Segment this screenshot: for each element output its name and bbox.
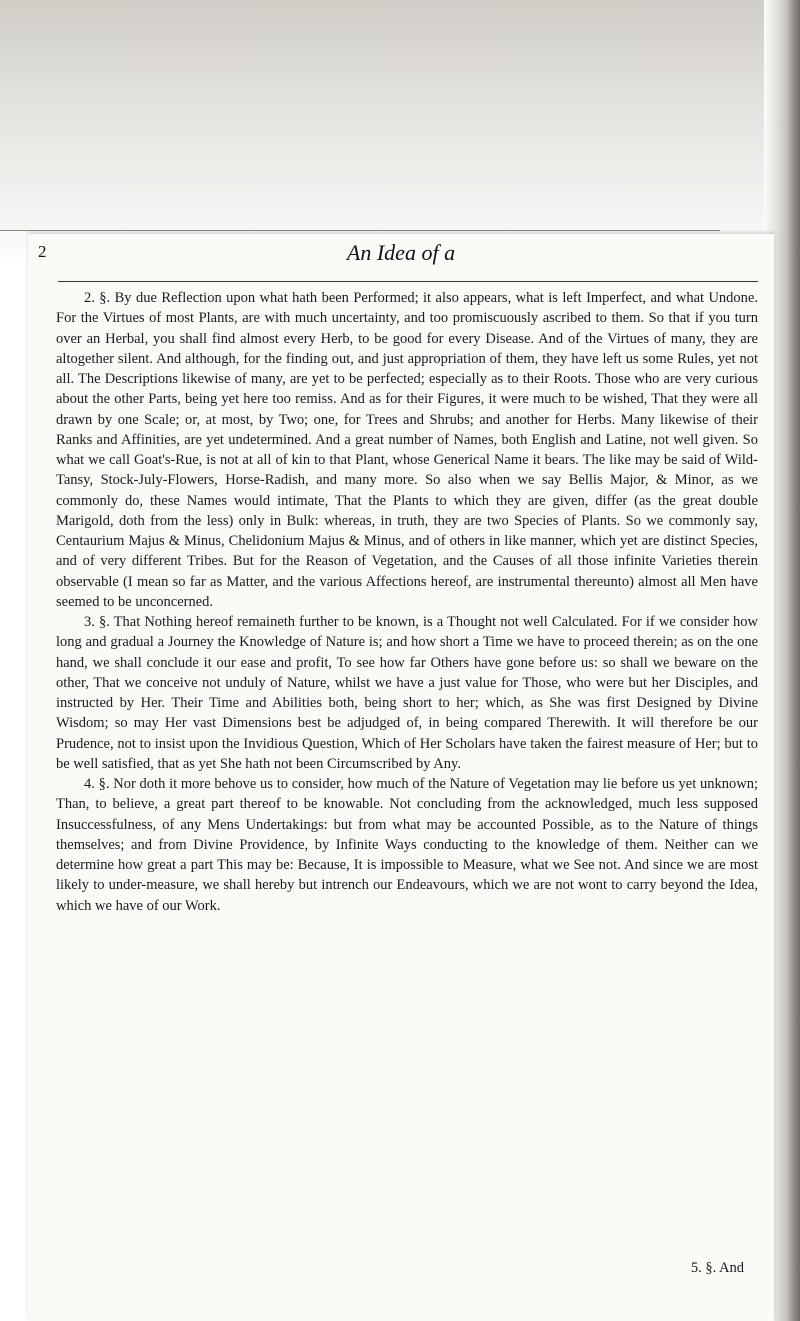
book-page: [28, 234, 774, 1321]
body-text: [56, 288, 758, 916]
paragraph-3: 3. §. That Nothing hereof remaineth further to be known, is a Thought not well Calculated. For if we consider how long and gradual a Journey the Knowledge of Nature is; and how short a Time we have to proceed therein; as on the one hand, we shall conclude it our ease and profit, To see how far Others have gone before us: so shall we beware on the other, That we conceive not unduly of Nature, whilst we have a just value for Those, who were but her Disciples, and instructed by Her. Their Time and Abilities both, being short to her; which, as She was first Designed by Divine Wisdom; so may Her vast Dimensions best be adjudged of, in being compared Therewith. It will therefore be our Prudence, not to insist upon the Invidious Question, Which of Her Scholars have taken the fairest measure of Her; but to be well satisfied, that as yet She hath not been Circumscribed by Any.: [56, 614, 758, 772]
paragraph-4: 4. §. Nor doth it more behove us to consider, how much of the Nature of Vegetation may lie before us yet unknown; Than, to believe, a great part thereof to be knowable. Not concluding from the acknowledged, much less supposed Insuccessfulness, of any Mens Undertakings: but from what may be accounted Possible, as to the Nature of things themselves; and from Divine Providence, by Infinite Ways conducting to the knowledge of them. Neither can we determine how great a part This may be: Because, It is impossible to Measure, what we See not. And since we are most likely to under-measure, we shall hereby but intrench our Endeavours, which we are not wont to carry beyond the Idea, which we have of our Work.: [56, 776, 758, 914]
running-head: An Idea of a: [346, 240, 456, 265]
paragraph-2: 2. §. By due Reflection upon what hath been Performed; it also appears, what is left Imperfect, and what Undone. For the Virtues of most Plants, are with much uncertainty, and too promiscuously ascribed to them. So that if you turn over an Herbal, you shall find almost every Herb, to be good for every Disease. And of the Virtues of many, they are altogether silent. And although, for the finding out, and just appropriation of them, they have left us some Rules, yet not all. The Descriptions likewise of many, are yet to be perfected; especially as to their Roots. Those who are very curious about the other Parts, being yet here too remiss. And as for their Figures, it were much to be wished, That they were all drawn by one Scale; or, at most, by Two; one, for Trees and Shrubs; and another for Herbs. Many likewise of their Ranks and Affinities, are yet undetermined. And a great number of Names, both English and Latine, not well given. So what we call Goat's-Rue, is not at all of kin to that Plant, whose Generical Name it bears. The like may be said of Wild-Tansy, Stock-July-Flowers, Horse-Radish, and many more. So also when we say Bellis Major, & Minor, as we commonly do, these Names would intimate, That the Plants to which they are given, differ (as the great double Marigold, doth from the less) only in Bulk: whereas, in truth, they are two Species of Plants. So we commonly say, Centaurium Majus & Minus, Chelidonium Majus & Minus, and of others in like manner, which yet are distinct Species, and of very different Tribes. But for the Reason of Vegetation, and the Causes of all those infinite Varieties therein observable (I mean so far as Matter, and the various Affections hereof, are instrumental thereunto) almost all Men have seemed to be unconcerned.: [56, 290, 758, 610]
header-rule: [58, 281, 758, 282]
catchword: 5. §. And: [690, 1260, 744, 1276]
page-number: 2: [38, 242, 47, 261]
page-shadow-area: [0, 0, 800, 265]
top-edge-rule: [0, 230, 720, 231]
